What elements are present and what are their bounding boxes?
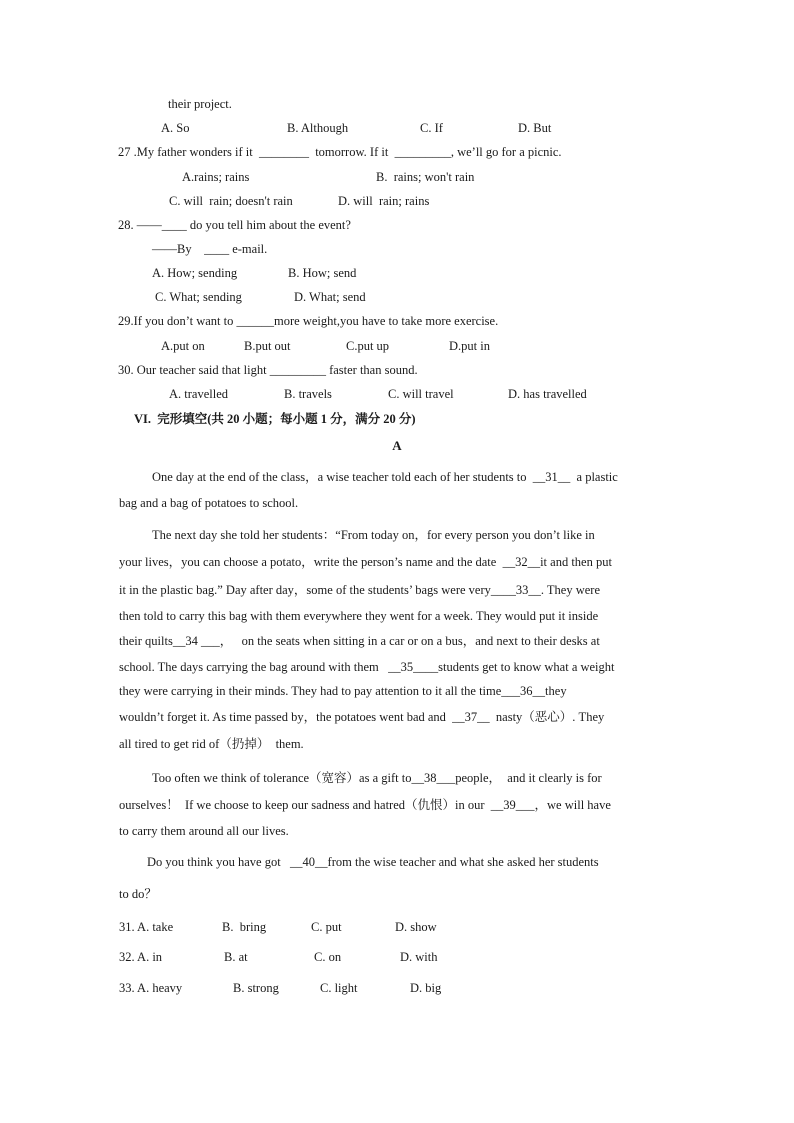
q29-stem: 29.If you don’t want to ______more weight,you have to take more exercise.	[118, 314, 499, 328]
q29-option-c: C.put up	[346, 339, 390, 353]
q31-option-a: 31. A. take	[119, 920, 174, 934]
q29-option-b: B.put out	[244, 339, 291, 353]
passage-line: then told to carry this bag with them everywhere they went for a week. They would put it inside	[119, 609, 599, 623]
passage-line: school. The days carrying the bag around with them __35____students get to know what a weight	[119, 660, 615, 674]
q31-option-b: B. bring	[222, 920, 267, 934]
part-label: A	[392, 438, 402, 453]
q28-stem: 28. ——____ do you tell him about the event?	[118, 218, 351, 232]
passage-line: they were carrying in their minds. They had to pay attention to it all the time___36__they	[119, 684, 567, 698]
q27-option-c: C. will rain; doesn't rain	[169, 194, 293, 208]
passage-line: their quilts__34 ___， on the seats when sitting in a car or on a bus，and next to their desks at	[119, 634, 600, 648]
passage-line: your lives，you can choose a potato，write the person’s name and the date __32__it and then put	[119, 555, 612, 569]
passage-line: to do？	[119, 887, 157, 901]
q27-option-b: B. rains; won't rain	[376, 170, 475, 184]
q30-option-c: C. will travel	[388, 387, 454, 401]
q33-option-a: 33. A. heavy	[119, 981, 183, 995]
q31-option-d: D. show	[395, 920, 437, 934]
q30-stem: 30. Our teacher said that light _________ faster than sound.	[118, 363, 418, 377]
q27-option-a: A.rains; rains	[182, 170, 250, 184]
q33-option-d: D. big	[410, 981, 442, 995]
q26-tail: their project.	[168, 97, 232, 111]
q26-option-a: A. So	[161, 121, 190, 135]
q26-option-b: B. Although	[287, 121, 349, 135]
passage-line: One day at the end of the class，a wise teacher told each of her students to __31__ a plastic	[152, 470, 618, 484]
q30-option-d: D. has travelled	[508, 387, 587, 401]
q26-option-d: D. But	[518, 121, 552, 135]
passage-line: Do you think you have got __40__from the wise teacher and what she asked her students	[147, 855, 599, 869]
passage-line: ourselves！ If we choose to keep our sadness and hatred（仇恨）in our __39___，we will have	[119, 798, 611, 812]
q28-option-c: C. What; sending	[155, 290, 242, 304]
q26-option-c: C. If	[420, 121, 443, 135]
passage-line: it in the plastic bag.” Day after day，some of the students’ bags were very____33__. They were	[119, 583, 600, 597]
q32-option-d: D. with	[400, 950, 438, 964]
passage-line: bag and a bag of potatoes to school.	[119, 496, 299, 510]
q28-reply: ——By ____ e-mail.	[152, 242, 268, 256]
section-heading: VI. 完形填空(共 20 小题；每小题 1 分，满分 20 分)	[134, 412, 416, 426]
passage-line: all tired to get rid of（扔掉） them.	[119, 737, 304, 751]
q27-option-d: D. will rain; rains	[338, 194, 430, 208]
q27-stem: 27 .My father wonders if it ________ tomorrow. If it _________, we’ll go for a picnic.	[118, 145, 562, 159]
q32-option-b: B. at	[224, 950, 248, 964]
q30-option-b: B. travels	[284, 387, 332, 401]
q29-option-d: D.put in	[449, 339, 490, 353]
q28-option-d: D. What; send	[294, 290, 366, 304]
passage-line: wouldn’t forget it. As time passed by，the potatoes went bad and __37__ nasty（恶心）. They	[119, 710, 605, 724]
q29-option-a: A.put on	[161, 339, 205, 353]
q32-option-a: 32. A. in	[119, 950, 163, 964]
q33-option-c: C. light	[320, 981, 358, 995]
q32-option-c: C. on	[314, 950, 342, 964]
q30-option-a: A. travelled	[169, 387, 229, 401]
q28-option-a: A. How; sending	[152, 266, 238, 280]
q28-option-b: B. How; send	[288, 266, 357, 280]
passage-line: The next day she told her students：“From today on，for every person you don’t like in	[152, 528, 595, 542]
passage-line: to carry them around all our lives.	[119, 824, 289, 838]
passage-line: Too often we think of tolerance（宽容）as a gift to__38___people， and it clearly is for	[152, 771, 602, 785]
q31-option-c: C. put	[311, 920, 342, 934]
q33-option-b: B. strong	[233, 981, 279, 995]
